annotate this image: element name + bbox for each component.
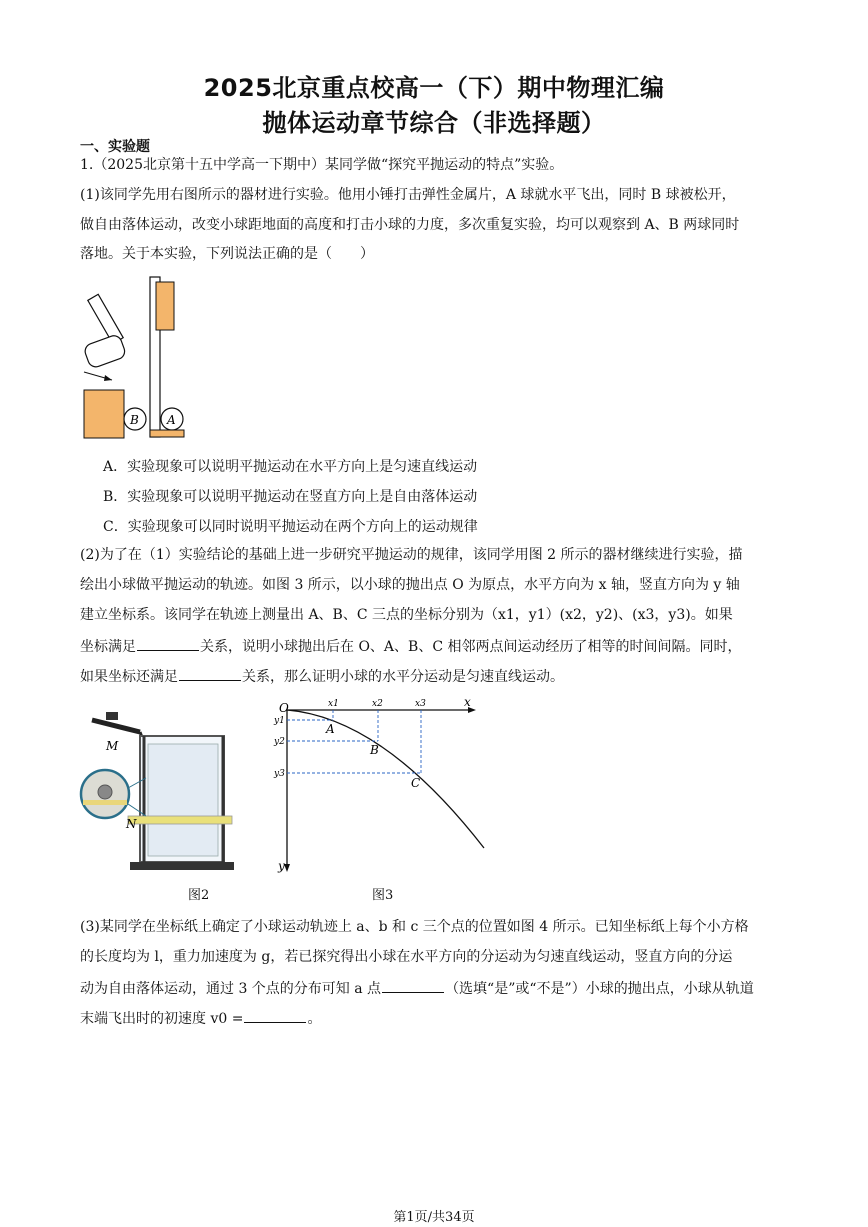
y-axis-label: y	[278, 859, 285, 873]
fig2-apparatus	[78, 708, 248, 878]
label-m: M	[106, 739, 119, 753]
part2-line2: 绘出小球做平抛运动的轨迹。如图 3 所示，以小球的抛出点 O 为原点，水平方向为 x 轴，竖直方向为 y 轴	[80, 577, 740, 593]
fig3-trajectory	[268, 696, 488, 874]
part3-line4-start: 末端飞出时的初速度 v0 =	[80, 1011, 244, 1027]
page-subtitle: 抛体运动章节综合（非选择题）	[262, 109, 606, 137]
x2-tick: x2	[372, 699, 383, 709]
fig3-caption: 图3	[372, 888, 394, 903]
question-stem: 1.（2025北京第十五中学高一下期中）某同学做“探究平抛运动的特点”实验。	[80, 157, 564, 173]
part2-line5-end: 关系，那么证明小球的水平分运动是匀速直线运动。	[242, 669, 564, 685]
part3-line1: (3)某同学在坐标纸上确定了小球运动轨迹上 a、b 和 c 三个点的位置如图 4 所示。已知坐标纸上每个小方格	[80, 919, 749, 935]
option-c: C．实验现象可以同时说明平抛运动在两个方向上的运动规律	[103, 519, 478, 535]
fig1-apparatus	[78, 272, 198, 442]
part3-line3-end: （选填“是”或“不是”）小球的抛出点，小球从轨道	[445, 981, 754, 997]
point-c-label: C	[411, 776, 421, 790]
section-heading: 一、实验题	[80, 139, 150, 155]
option-a: A．实验现象可以说明平抛运动在水平方向上是匀速直线运动	[103, 459, 478, 475]
answer-blank-1[interactable]	[137, 636, 199, 651]
part2-line4-start: 坐标满足	[80, 639, 136, 655]
part2-line4	[80, 636, 742, 656]
part2-line5-start: 如果坐标还满足	[80, 669, 178, 685]
answer-blank-3[interactable]	[382, 978, 444, 993]
x-axis-label: x	[464, 696, 471, 709]
answer-blank-4[interactable]	[244, 1008, 306, 1023]
part1-line1: (1)该同学先用右图所示的器材进行实验。他用小锤打击弹性金属片，A 球就水平飞出，同时 B 球被松开，	[80, 187, 736, 203]
part1-line3: 落地。关于本实验，下列说法正确的是（ ）	[80, 246, 374, 262]
part2-line3: 建立坐标系。该同学在轨迹上测量出 A、B、C 三点的坐标分别为（x1，y1）(x2，y2)、(x3，y3)。如果	[80, 607, 733, 623]
ball-a-label: A	[167, 413, 176, 427]
part2-line4-end: 关系，说明小球抛出后在 O、A、B、C 相邻两点间运动经历了相等的时间间隔。同时，	[200, 639, 742, 655]
x3-tick: x3	[415, 699, 426, 709]
y1-tick: y1	[274, 716, 285, 726]
part3-line3-start: 动为自由落体运动，通过 3 个点的分布可知 a 点	[80, 981, 382, 997]
part3-line2: 的长度均为 l，重力加速度为 g，若已探究得出小球在水平方向的分运动为匀速直线运动，竖直方向的分运	[80, 949, 733, 965]
part3-line4-end: 。	[307, 1011, 322, 1027]
y2-tick: y2	[274, 737, 285, 747]
point-b-label: B	[370, 743, 379, 757]
part2-line1: (2)为了在（1）实验结论的基础上进一步研究平抛运动的规律，该同学用图 2 所示的器材继续进行实验，描	[80, 547, 743, 563]
fig2-caption: 图2	[188, 888, 210, 903]
page-title: 2025北京重点校高一（下）期中物理汇编	[203, 74, 665, 102]
origin-label: O	[279, 701, 289, 715]
part3-line3	[80, 978, 754, 998]
answer-blank-2[interactable]	[179, 666, 241, 681]
label-n: N	[126, 817, 137, 831]
ball-b-label: B	[130, 413, 139, 427]
part3-line4	[80, 1008, 321, 1028]
x1-tick: x1	[328, 699, 339, 709]
page-footer: 第1页/共34页	[393, 1210, 475, 1225]
point-a-label: A	[326, 722, 335, 736]
part2-line5	[80, 666, 564, 686]
option-b: B．实验现象可以说明平抛运动在竖直方向上是自由落体运动	[103, 489, 478, 505]
y3-tick: y3	[274, 769, 285, 779]
part1-line2: 做自由落体运动，改变小球距地面的高度和打击小球的力度，多次重复实验，均可以观察到 A、B 两球同时	[80, 217, 740, 233]
